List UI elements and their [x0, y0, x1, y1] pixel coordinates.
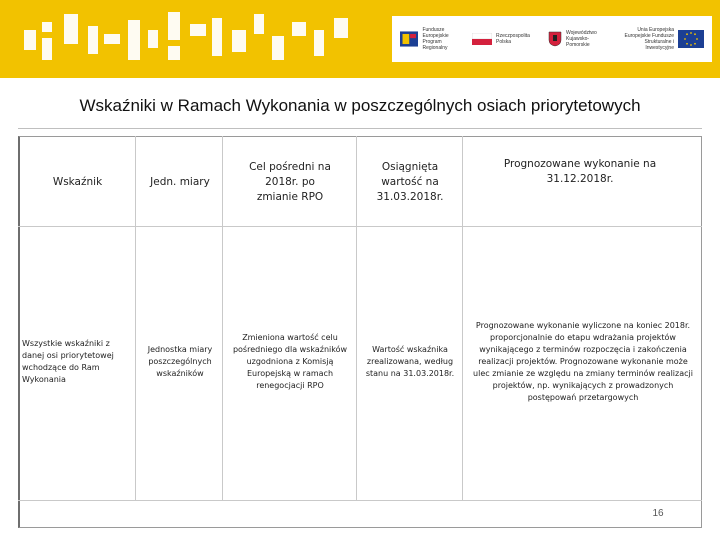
logo-label: Rzeczpospolita Polska: [496, 33, 530, 45]
header-cell-jednostka: [148, 140, 212, 224]
cell-text: Zmieniona wartość celu pośredniego dla wskaźników uzgodniona z Komisją Europejską w ramach renegocjacji RPO: [232, 333, 348, 390]
logo-sublabel: Program Regionalny: [422, 39, 448, 51]
title-divider: [18, 128, 702, 129]
logo-label: Województwo Kujawsko-Pomorskie: [566, 30, 597, 48]
header-label: Osiągnięta wartość na 31.03.2018r.: [376, 160, 444, 203]
cell-text: Jednostka miary poszczególnych wskaźników: [147, 345, 213, 378]
header-cell-wskaznik: [20, 140, 135, 224]
cell-text: Wartość wskaźnika zrealizowana, według stanu na 31.03.2018r.: [365, 345, 455, 378]
body-cell-cel-posredni: [230, 232, 350, 492]
header-label: Jedn. miary: [150, 175, 210, 188]
header-label: Cel pośredni na 2018r. po zmianie RPO: [249, 160, 331, 203]
wojewodztwo-logo: [548, 30, 610, 48]
cell-text: Wszystkie wskaźniki z danej osi priorytetowej wchodzące do Ram Wykonania: [22, 339, 114, 384]
logo-strip: [392, 16, 712, 62]
column-divider: [356, 136, 357, 500]
column-divider: [222, 136, 223, 500]
page-number: 16: [652, 508, 664, 519]
logo-label: Unia Europejska: [637, 27, 674, 33]
cell-text: Prognozowane wykonanie wyliczone na koniec 2018r. proporcjonalnie do etapu wdrażania projektów wynikającego z terminów rozpoczęcia i zakończenia realizacji projektów. Prognozowane wykonanie może ulec zmianie ze względu na zmiany terminów realizacji projektów, np. wynikających z prowadzonych postępowań przetargowych: [473, 321, 693, 402]
coat-of-arms-icon: [548, 31, 562, 47]
page-title: Wskaźniki w Ramach Wykonania w poszczególnych osiach priorytetowych: [79, 96, 641, 115]
fundusze-europejskie-logo: [400, 27, 464, 51]
body-cell-jednostka: [140, 232, 220, 492]
fe-star-icon: [400, 30, 418, 48]
body-cell-prognoza: [470, 232, 696, 492]
eu-flag-icon: [678, 30, 704, 48]
header-banner: [0, 0, 720, 78]
unia-europejska-logo: [618, 27, 704, 51]
row-divider: [18, 226, 702, 227]
body-cell-wskaznik: [22, 232, 120, 492]
column-divider: [462, 136, 463, 500]
header-cell-cel-posredni: [244, 140, 336, 224]
header-cell-osiagnieta: [366, 140, 454, 224]
row-divider: [18, 500, 702, 501]
logo-label: Fundusze Europejskie: [422, 27, 449, 39]
rzeczpospolita-logo: [472, 33, 540, 45]
header-cell-prognoza: [480, 140, 680, 204]
column-divider: [135, 136, 136, 500]
decorative-pattern-icon: [0, 0, 360, 78]
logo-sublabel: Europejskie Fundusze Strukturalne i Inwestycyjne: [624, 33, 674, 51]
body-cell-osiagnieta: [360, 232, 460, 492]
header-label: Wskaźnik: [52, 175, 103, 188]
polish-flag-icon: [472, 33, 492, 45]
header-label: Prognozowane wykonanie na 31.12.2018r.: [503, 158, 657, 185]
